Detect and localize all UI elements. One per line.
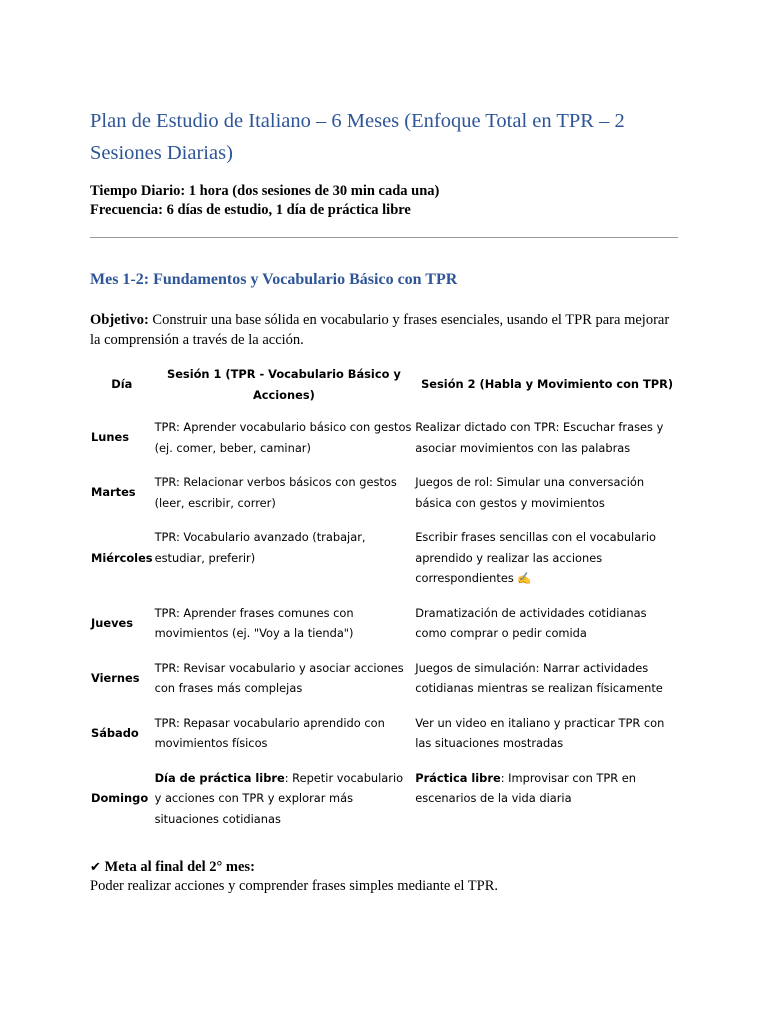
goal-block: [90, 858, 680, 896]
session-1-cell: [154, 595, 415, 650]
session-1-text: TPR: Revisar vocabulario y asociar acciones con frases más complejas: [154, 660, 404, 695]
session-1-cell: [154, 464, 415, 519]
session-1-text: TPR: Vocabulario avanzado (trabajar, estudiar, preferir): [154, 530, 366, 565]
day-cell: Jueves: [91, 615, 134, 630]
daily-time-line: [90, 182, 439, 201]
column-header-session-2: Sesión 2 (Habla y Movimiento con TPR): [421, 377, 674, 392]
objective-label: Objetivo:: [90, 312, 149, 328]
table-row: [90, 760, 680, 836]
goal-text: Poder realizar acciones y comprender frases simples mediante el TPR.: [90, 878, 499, 894]
session-2-cell: [414, 595, 680, 650]
goal-title: Meta al final del 2° mes:: [104, 859, 255, 875]
frequency-text: Frecuencia: 6 días de estudio, 1 día de práctica libre: [90, 202, 411, 218]
session-2-cell: [414, 650, 680, 705]
session-1-text: TPR: Repasar vocabulario aprendido con movimientos físicos: [154, 715, 385, 750]
session-2-text: Juegos de simulación: Narrar actividades cotidianas mientras se realizan físicamente: [415, 660, 663, 695]
session-1-text: TPR: Relacionar verbos básicos con gestos (leer, escribir, correr): [154, 475, 397, 510]
session-2-text: : Improvisar con TPR en escenarios de la vida diaria: [415, 770, 637, 805]
session-2-cell: [414, 409, 680, 464]
table-header-row: [90, 360, 680, 409]
column-header-day: Día: [111, 377, 133, 392]
session-2-cell: [414, 519, 680, 595]
section-heading: [90, 269, 457, 292]
session-2-text: Juegos de rol: Simular una conversación básica con gestos y movimientos: [415, 475, 645, 510]
session-2-text: Ver un video en italiano y practicar TPR con las situaciones mostradas: [415, 715, 665, 750]
checkmark-icon: ✔: [90, 860, 101, 875]
session-2-text: Dramatización de actividades cotidianas como comprar o pedir comida: [415, 605, 647, 640]
day-cell: Lunes: [91, 430, 129, 445]
session-2-cell: [414, 760, 680, 836]
day-cell: Miércoles: [91, 550, 153, 565]
day-cell: Domingo: [91, 791, 149, 805]
table-row: [90, 409, 680, 464]
objective-paragraph: [90, 311, 670, 350]
session-1-text: : Repetir vocabulario y acciones con TPR y explorar más situaciones cotidianas: [154, 770, 404, 826]
session-1-cell: [154, 705, 415, 760]
frequency-line: [90, 201, 439, 220]
objective-text: Construir una base sólida en vocabulario y frases esenciales, usando el TPR para mejorar la comprensión a través de la acción.: [90, 312, 670, 348]
document-title: Plan de Estudio de Italiano – 6 Meses (Enfoque Total en TPR – 2 Sesiones Diarias): [90, 110, 625, 164]
horizontal-divider: [90, 237, 678, 238]
table-row: [90, 595, 680, 650]
day-cell: Viernes: [91, 670, 140, 685]
session-1-cell: [154, 409, 415, 464]
session-2-bold-text: Práctica libre: [415, 770, 501, 785]
table-row: [90, 519, 680, 595]
study-plan-table: [90, 360, 680, 835]
goal-text-line: [90, 877, 680, 896]
session-2-text: Realizar dictado con TPR: Escuchar frases y asociar movimientos con las palabras: [415, 420, 664, 455]
goal-title-line: [90, 858, 680, 877]
section-heading-text: Mes 1-2: Fundamentos y Vocabulario Básico con TPR: [90, 271, 458, 288]
session-1-cell: [154, 650, 415, 705]
session-1-cell: [154, 760, 415, 836]
table-row: [90, 464, 680, 519]
session-1-text: TPR: Aprender vocabulario básico con gestos (ej. comer, beber, caminar): [154, 420, 412, 455]
column-header-session-1: Sesión 1 (TPR - Vocabulario Básico y Acciones): [166, 367, 401, 402]
info-block: [90, 182, 439, 220]
session-1-cell: [154, 519, 415, 595]
session-1-bold-text: Día de práctica libre: [154, 770, 285, 785]
day-cell: Sábado: [91, 725, 139, 740]
table-row: [90, 650, 680, 705]
day-cell: Martes: [91, 485, 136, 500]
session-2-text: Escribir frases sencillas con el vocabulario aprendido y realizar las acciones correspondientes ✍️: [415, 530, 657, 585]
table-row: [90, 705, 680, 760]
session-2-cell: [414, 464, 680, 519]
daily-time-text: Tiempo Diario: 1 hora (dos sesiones de 30 min cada una): [90, 183, 440, 199]
session-1-text: TPR: Aprender frases comunes con movimientos (ej. "Voy a la tienda"): [154, 605, 354, 640]
session-2-cell: [414, 705, 680, 760]
